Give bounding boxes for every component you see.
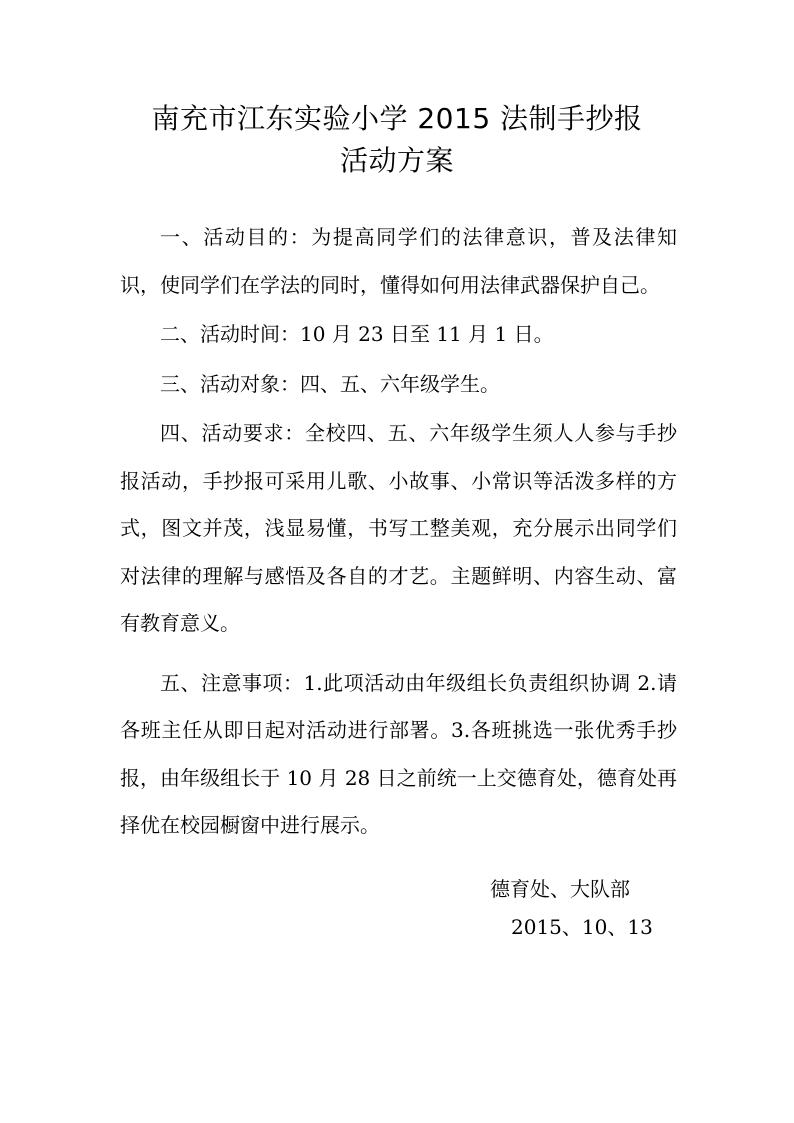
section-heading: 一、活动目的： [160,225,312,249]
document-title: 南充市江东实验小学 2015 法制手抄报 [151,102,643,135]
section-heading: 四、活动要求： [160,421,305,445]
section-heading: 三、活动对象： [160,371,300,396]
section-text: 全校四、五、六年级学生须人人参与手抄报活动，手抄报可采用儿歌、小故事、小常识等活泼多样的方式，图文并茂，浅显易懂，书写工整美观，充分展示出同学们对法律的理解与感悟及各自的才艺。主题鲜明、内容生动、富有教育意义。 [120,421,678,635]
section-time [120,311,677,359]
section-purpose [120,214,677,309]
section-heading: 五、注意事项： [160,670,304,695]
section-audience [120,361,677,409]
signature-org: 德育处、大队部 [490,877,630,901]
document-subtitle: 活动方案 [339,144,454,177]
section-notes [120,660,677,850]
document-body [120,214,677,850]
section-text: 为提高同学们的法律意识，普及法律知识，使同学们在学法的同时，懂得如何用法律武器保护自己。 [120,225,678,297]
section-text: 四、五、六年级学生。 [300,371,500,396]
section-requirements [120,410,677,648]
section-text: 10 月 23 日至 11 月 1 日。 [300,322,554,346]
section-heading: 二、活动时间： [160,322,300,346]
signature-date: 2015、10、13 [511,915,653,939]
section-text: 1.此项活动由年级组长负责组织协调 2.请各班主任从即日起对活动进行部署。3.各班挑选一张优秀手抄报，由年级组长于 10 月 28 日之前统一上交德育处，德育处再择优在校园橱窗中进行展示。 [120,670,677,837]
